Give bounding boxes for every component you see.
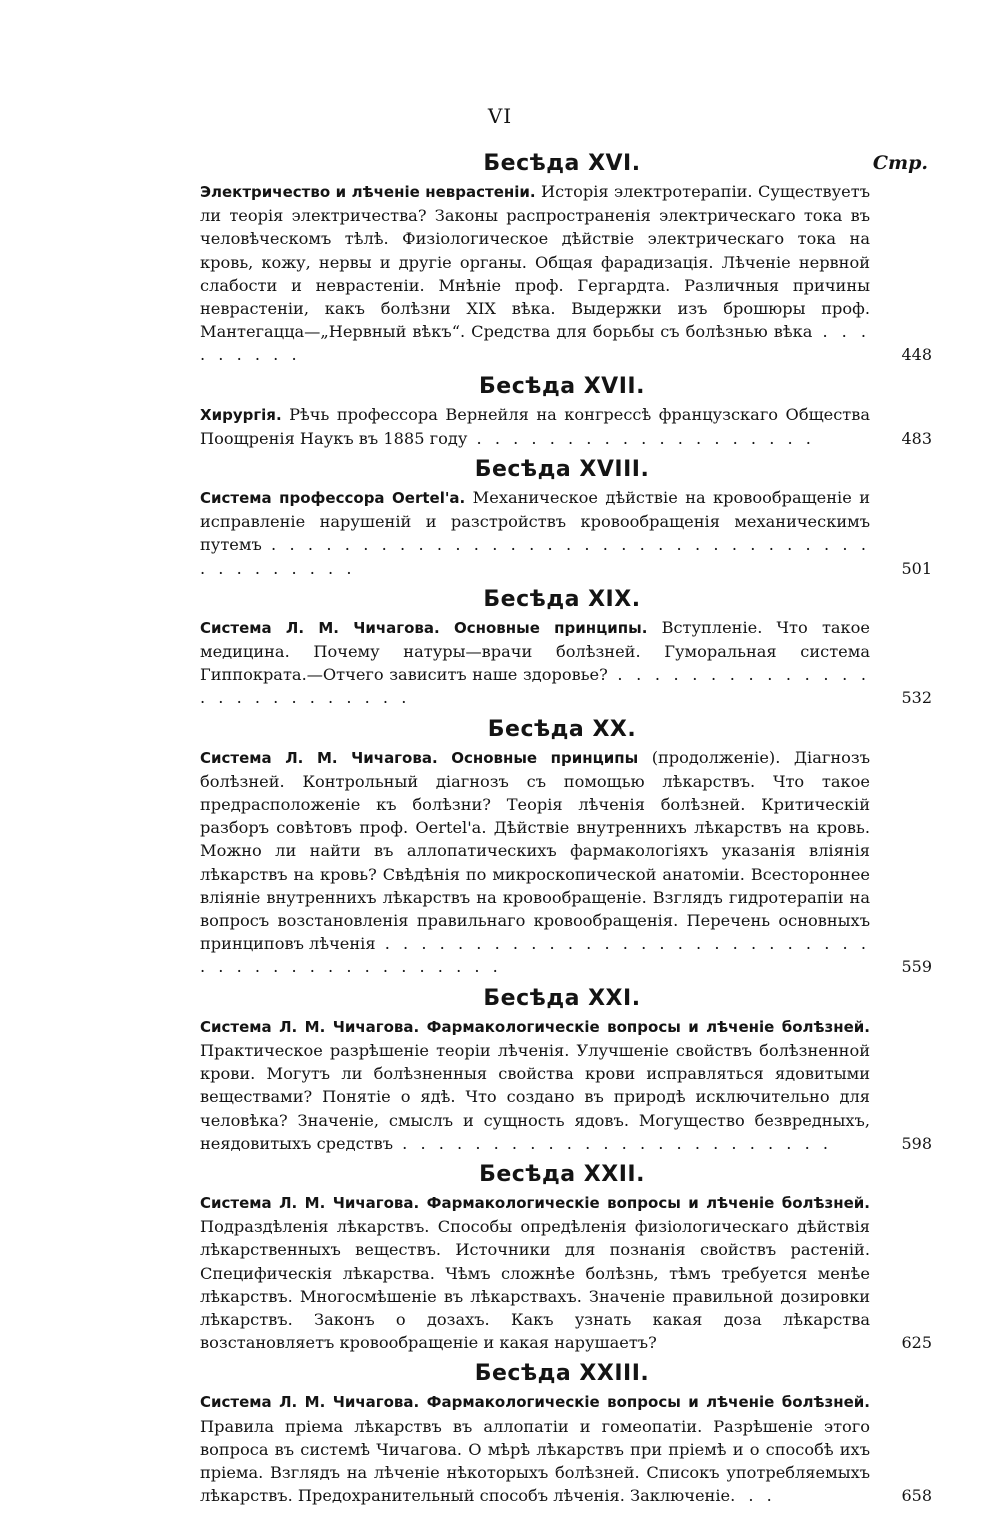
entry-subject: Электричество и лѣченіе неврастеніи.: [200, 183, 536, 201]
page-number: VI: [487, 104, 513, 128]
toc-section: [200, 371, 932, 450]
dot-leader: . . . . . . . . . . . . . . . . . . . . . . . .: [393, 1133, 833, 1153]
table-of-contents: [200, 148, 932, 1511]
toc-section: [200, 148, 932, 367]
entry-text: Рѣчь профессора Вернейля на конгрессѣ французскаго Общества Поощренія Наукъ въ 1885 году: [200, 404, 870, 448]
section-heading: Бесѣда XXIII.: [474, 1361, 650, 1387]
entry-subject: Система профессора Oertel'a.: [200, 489, 466, 508]
section-heading: Бесѣда XVIII.: [474, 457, 650, 483]
page-column-header: Стр.: [872, 152, 928, 174]
toc-entry: [200, 1390, 932, 1507]
section-heading: Бесѣда XVI.: [483, 151, 641, 176]
toc-entry: [200, 403, 932, 450]
dot-leader: . . . . . . . . . . . . . . . . . . . . . . . . . .: [200, 665, 870, 708]
entry-text: Подраздѣленія лѣкарствъ. Способы опредѣленія физіологическаго дѣйствія лѣкарственныхъ веществъ. Источники для познанія свойствъ растеній. Специфическія лѣкарства. Чѣмъ сложнѣе болѣзнь, тѣмъ требуется менѣе лѣкарствъ. Многосмѣшеніе въ лѣкарствахъ. Значеніе правильной дозировки лѣкарствъ. Законъ о дозахъ. Какъ узнать какая доза лѣкарства возстановляетъ кровообращеніе и какая нарушаетъ?: [200, 1217, 870, 1353]
entry-text: (продолженіе). Діагнозъ болѣзней. Контрольный діагнозъ съ помощью лѣкарствъ. Что такое предрасположеніе къ болѣзни? Теорія лѣченія болѣзней. Критическій разборъ совѣтовъ проф. Oertel'a. Дѣйствіе внутреннихъ лѣкарствъ на кровь. Можно ли найти въ аллопатическихъ фармакологіяхъ указанія вліянія лѣкарствъ на кровь? Свѣдѣнія по микроскопической анатоміи. Всестороннее вліяніе внутреннихъ лѣкарствъ на кровообращеніе. Взглядъ гидротерапіи на вопросъ возстановленія правильнаго кровообращенія. Перечень основныхъ принциповъ лѣченія: [200, 747, 871, 954]
entry-subject: Система Л. М. Чичагова. Фармакологическіе вопросы и лѣченіе болѣзней.: [200, 1193, 870, 1212]
toc-entry: [200, 1191, 932, 1354]
entry-subject: Система Л. М. Чичагова. Основные принципы.: [200, 618, 648, 637]
dot-leader: . . .: [730, 1486, 776, 1506]
dot-leader: . . . . . . . . . . . . . . . . . . . . . . . . . . . . . . . . . . . . . . . . . .: [200, 535, 870, 578]
entry-page-number: 625: [901, 1333, 932, 1353]
toc-section: [200, 1358, 932, 1507]
entry-subject: Система Л. М. Чичагова. Фармакологическіе вопросы и лѣченіе болѣзней.: [200, 1393, 870, 1412]
entry-text: Механическое дѣйствіе на кровообращеніе и исправленіе нарушеній и разстройствъ кровообращенія механическимъ путемъ: [200, 488, 870, 555]
entry-page-number: 448: [901, 345, 932, 365]
entry-page-number: 559: [901, 957, 932, 977]
section-heading: Бесѣда XXI.: [483, 985, 641, 1011]
dot-leader: . . . . . . . . . . . . . . . . . . .: [467, 428, 815, 448]
toc-entry: [200, 486, 932, 580]
toc-entry: [200, 746, 932, 979]
dot-leader: . . . . . . . . .: [200, 322, 871, 365]
toc-section: [200, 1159, 932, 1354]
entry-page-number: 532: [901, 688, 932, 708]
section-heading: Бесѣда XIX.: [483, 586, 641, 612]
entry-subject: Система Л. М. Чичагова. Основные принципы: [200, 748, 639, 767]
entry-page-number: 501: [901, 558, 932, 578]
entry-subject: Хирургія.: [200, 405, 282, 424]
toc-section: [200, 584, 932, 710]
entry-page-number: 598: [901, 1133, 932, 1153]
section-heading: Бесѣда XX.: [487, 716, 637, 742]
entry-page-number: 483: [901, 428, 932, 448]
toc-section: [200, 983, 932, 1155]
section-heading: Бесѣда XXII.: [479, 1161, 645, 1187]
toc-entry: [200, 616, 932, 710]
toc-entry: [200, 1015, 932, 1155]
toc-section: [200, 714, 932, 979]
dot-leader: . . . . . . . . . . . . . . . . . . . . . . . . . . . . . . . . . . . . . . . . . . . .: [200, 934, 871, 977]
entry-text: Исторія электротерапіи. Существуетъ ли теорія электричества? Законы распространенія электрическаго тока въ человѣческомъ тѣлѣ. Физіологическое дѣйствіе электрическаго тока на кровь, кожу, нервы и другіе органы. Общая фарадизація. Лѣченіе нервной слабости и неврастеніи. Мнѣніе проф. Гергардта. Различныя причины неврастеніи, какъ болѣзни XIX вѣка. Выдержки изъ брошюры проф. Мантегацца—„Нервный вѣкъ“. Средства для борьбы съ болѣзнью вѣка: [200, 182, 870, 342]
section-heading: Бесѣда XVII.: [479, 373, 645, 399]
toc-entry: [200, 180, 932, 367]
toc-section: [200, 454, 932, 580]
entry-page-number: 658: [901, 1486, 932, 1506]
entry-text: Практическое разрѣшеніе теоріи лѣченія. Улучшеніе свойствъ болѣзненной крови. Могутъ ли болѣзненныя свойства крови исправляться ядовитыми веществами? Понятіе о ядѣ. Что создано въ природѣ исключительно для человѣка? Значеніе, смыслъ и сущность ядовъ. Могущество безвредныхъ, неядовитыхъ средствъ: [200, 1040, 870, 1153]
entry-text: Вступленіе. Что такое медицина. Почему натуры—врачи болѣзней. Гуморальная система Гиппократа.—Отчего зависитъ наше здоровье?: [200, 617, 870, 685]
entry-subject: Система Л. М. Чичагова. Фармакологическіе вопросы и лѣченіе болѣзней.: [200, 1017, 870, 1036]
entry-text: Правила пріема лѣкарствъ въ аллопатіи и гомеопатіи. Разрѣшеніе этого вопроса въ системѣ Чичагова. О мѣрѣ лѣкарствъ при пріемѣ и о способѣ ихъ пріема. Взглядъ на лѣченіе нѣкоторыхъ болѣзней. Списокъ употребляемыхъ лѣкарствъ. Предохранительный способъ лѣченія. Заключеніе: [200, 1416, 870, 1506]
